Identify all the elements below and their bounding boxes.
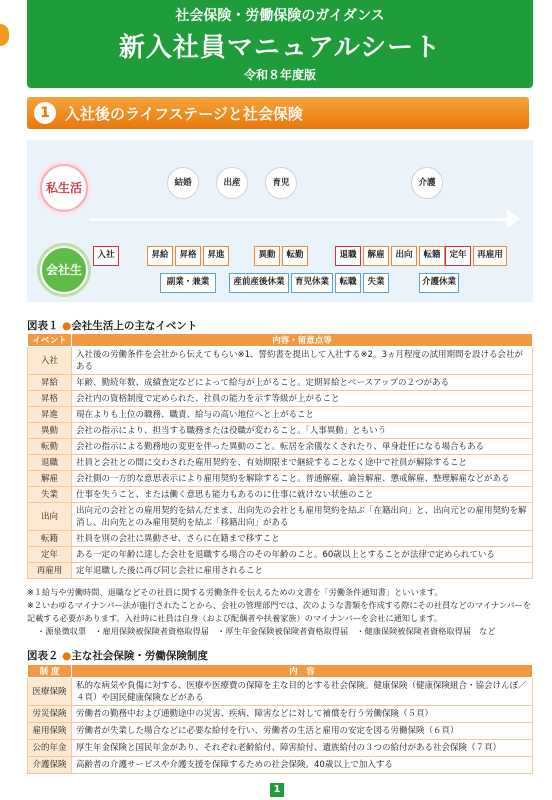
- work-event-transfer: 異動: [254, 246, 280, 266]
- life-event-marriage: 結婚: [167, 167, 199, 199]
- row-key: 異動: [28, 423, 72, 439]
- work-event-hire: 入社: [93, 246, 119, 266]
- table2-caption: [27, 648, 208, 663]
- table-row: [28, 347, 533, 375]
- table-header-cell: 制 度: [28, 665, 72, 678]
- footnotes: [27, 586, 533, 638]
- row-value: ある一定の年齢に達した会社を退職する場合のその年齢のこと。60歳以上とすることが法律で定められている: [72, 547, 533, 563]
- table2-caption-prefix: 図表２: [27, 650, 59, 662]
- page-number: 1: [270, 783, 284, 797]
- work-event-side-job: 副業・兼業: [160, 273, 216, 293]
- header-subtitle: 社会保険・労働保険のガイダンス: [175, 8, 385, 24]
- row-value: 定年退職した後に再び同じ会社に雇用されること: [72, 563, 533, 579]
- table-row: [28, 723, 533, 740]
- insurance-table: [27, 664, 533, 774]
- row-value: 労働者の勤務中および通勤途中の災害、疾病、障害などに対して補償を行う労働保険（５頁）: [72, 706, 533, 723]
- life-stage-timeline: [27, 140, 533, 321]
- table-header-cell: イベント: [28, 334, 72, 347]
- footnote-1: ※１給与や労働時間、退職などその社員に関する労働条件を伝えるための文書を「労働条件通知書」といいます。: [27, 587, 443, 597]
- table-header-row: [28, 665, 533, 678]
- bullet-icon: ●: [62, 650, 72, 662]
- life-event-childcare: 育児: [265, 167, 297, 199]
- life-event-birth: 出産: [216, 167, 248, 199]
- row-key: 昇進: [28, 407, 72, 423]
- row-key: 入社: [28, 347, 72, 375]
- work-event-secondment: 出向: [391, 246, 417, 266]
- row-key: 医療保険: [28, 678, 72, 706]
- work-event-job-change: 転職: [335, 273, 361, 293]
- table-row: [28, 375, 533, 391]
- work-event-dismissal: 解雇: [363, 246, 389, 266]
- bullet-icon: ●: [62, 320, 72, 332]
- event-table: [27, 333, 533, 579]
- row-value: 社員を別の会社に異動させ、さらに在籍まで移すこと: [72, 531, 533, 547]
- row-key: 転籍: [28, 531, 72, 547]
- table-row: [28, 757, 533, 774]
- life-event-care: 介護: [411, 167, 443, 199]
- header-banner: [27, 0, 533, 88]
- row-value: 仕事を失うこと、または働く意思も能力もあるのに仕事に就けない状態のこと: [72, 487, 533, 503]
- timeline-arrow-line: [89, 218, 509, 221]
- table-row: [28, 547, 533, 563]
- row-value: 出向元の会社との雇用契約を結んだまま、出向先の会社とも雇用契約を結ぶ「在籍出向」と、出向元との雇用契約を解消し、出向先とのみ雇用契約を結ぶ「移籍出向」がある: [72, 503, 533, 531]
- private-life-label: 私生活: [40, 164, 88, 212]
- work-event-unemployment: 失業: [363, 273, 389, 293]
- row-value: 現在よりも上位の職務、職責、給与の高い地位へと上がること: [72, 407, 533, 423]
- table-row: [28, 503, 533, 531]
- row-key: 解雇: [28, 471, 72, 487]
- section-number: 1: [34, 102, 56, 124]
- footnote-2: ※２いわゆるマイナンバー法が施行されたことから、会社の管理部門では、次のような書類を作成する際にその社員などのマイナンバーを記載する必要があります。入社時に社員は自身（および配偶者や扶養家族）のマイナンバーを会社に通知します。: [27, 600, 532, 623]
- table-header-row: [28, 334, 533, 347]
- row-value: 入社後の労働条件を会社から伝えてもらい※1、誓約書を提出して入社する※2。3ヵ月程度の試用期間を設ける会社がある: [72, 347, 533, 375]
- row-value: 会社側の一方的な意思表示により雇用契約を解除すること。普通解雇、諭旨解雇、懲戒解雇、整理解雇などがある: [72, 471, 533, 487]
- row-key: 定年: [28, 547, 72, 563]
- footnote-2-list: ・源泉徴収票 ・雇用保険被保険者資格取得届 ・厚生年金保険被保険者資格取得届 ・健康保険被保険者資格取得届 など: [37, 626, 496, 636]
- table-row: [28, 563, 533, 579]
- row-key: 介護保険: [28, 757, 72, 774]
- row-key: 転勤: [28, 439, 72, 455]
- side-tab: [0, 24, 9, 46]
- section-title: 入社後のライフステージと社会保険: [65, 105, 303, 123]
- work-event-retirement-age: 定年: [445, 246, 471, 266]
- page-title: 新入社員マニュアルシート: [118, 33, 442, 63]
- table-row: [28, 471, 533, 487]
- row-key: 失業: [28, 487, 72, 503]
- table-row: [28, 531, 533, 547]
- work-event-raise: 昇給: [147, 246, 173, 266]
- table-row: [28, 391, 533, 407]
- row-value: 会社内の資格制度で定められた、社員の能力を示す等級が上がること: [72, 391, 533, 407]
- row-value: 会社の指示により、担当する職務または役職が変わること。「人事異動」ともいう: [72, 423, 533, 439]
- table-row: [28, 740, 533, 757]
- table1-caption-prefix: 図表１: [27, 320, 59, 332]
- table-row: [28, 423, 533, 439]
- work-event-resign: 退職: [335, 246, 361, 266]
- work-event-relocation: 転勤: [282, 246, 308, 266]
- work-event-maternity-leave: 産前産後休業: [229, 273, 289, 293]
- timeline-arrowhead-icon: [507, 210, 521, 228]
- row-key: 昇格: [28, 391, 72, 407]
- row-key: 昇給: [28, 375, 72, 391]
- table-row: [28, 706, 533, 723]
- section-heading: [27, 97, 529, 129]
- work-event-childcare-leave: 育児休業: [291, 273, 333, 293]
- table-row: [28, 678, 533, 706]
- work-event-care-leave: 介護休業: [419, 273, 459, 293]
- row-value: 高齢者の介護サービスや介護支援を保障するための社会保険。40歳以上で加入する: [72, 757, 533, 774]
- table-row: [28, 407, 533, 423]
- table-row: [28, 439, 533, 455]
- work-event-transfer-registry: 転籍: [419, 246, 445, 266]
- row-key: 退職: [28, 455, 72, 471]
- row-value: 厚生年金保険と国民年金があり、それぞれ老齢給付、障害給付、遺族給付の３つの給付がある社会保険（７頁）: [72, 740, 533, 757]
- table1-caption-text: 会社生活上の主なイベント: [71, 320, 198, 332]
- row-key: 労災保険: [28, 706, 72, 723]
- row-value: 年齢、勤続年数、成績査定などによって給与が上がること。定期昇給とベースアップの２つがある: [72, 375, 533, 391]
- work-event-grade-up: 昇格: [175, 246, 201, 266]
- row-value: 社員と会社との間に交わされた雇用契約を、有効期限まで継続することなく途中で社員が解除すること: [72, 455, 533, 471]
- table-header-cell: 内容・留意点等: [72, 334, 533, 347]
- edition-year: 令和８年度版: [243, 68, 316, 82]
- row-value: 私的な病気や負傷に対する、医療や医療費の保障を主な目的とする社会保険。健康保険（健康保険組合・協会けんぽ／４頁）や国民健康保険などがある: [72, 678, 533, 706]
- table1-caption: [27, 318, 197, 333]
- work-event-reemployment: 再雇用: [473, 246, 507, 266]
- work-event-promotion: 昇進: [203, 246, 229, 266]
- row-key: 雇用保険: [28, 723, 72, 740]
- work-life-label: 会社生活: [40, 246, 88, 294]
- row-value: 労働者が失業した場合などに必要な給付を行い、労働者の生活と雇用の安定を図る労働保険（６頁）: [72, 723, 533, 740]
- row-value: 会社の指示による勤務地の変更を伴った異動のこと。転居を余儀なくされたり、単身赴任になる場合もある: [72, 439, 533, 455]
- table-row: [28, 487, 533, 503]
- row-key: 公的年金: [28, 740, 72, 757]
- row-key: 出向: [28, 503, 72, 531]
- row-key: 再雇用: [28, 563, 72, 579]
- table-row: [28, 455, 533, 471]
- table-header-cell: 内 容: [72, 665, 533, 678]
- table2-caption-text: 主な社会保険・労働保険制度: [71, 650, 208, 662]
